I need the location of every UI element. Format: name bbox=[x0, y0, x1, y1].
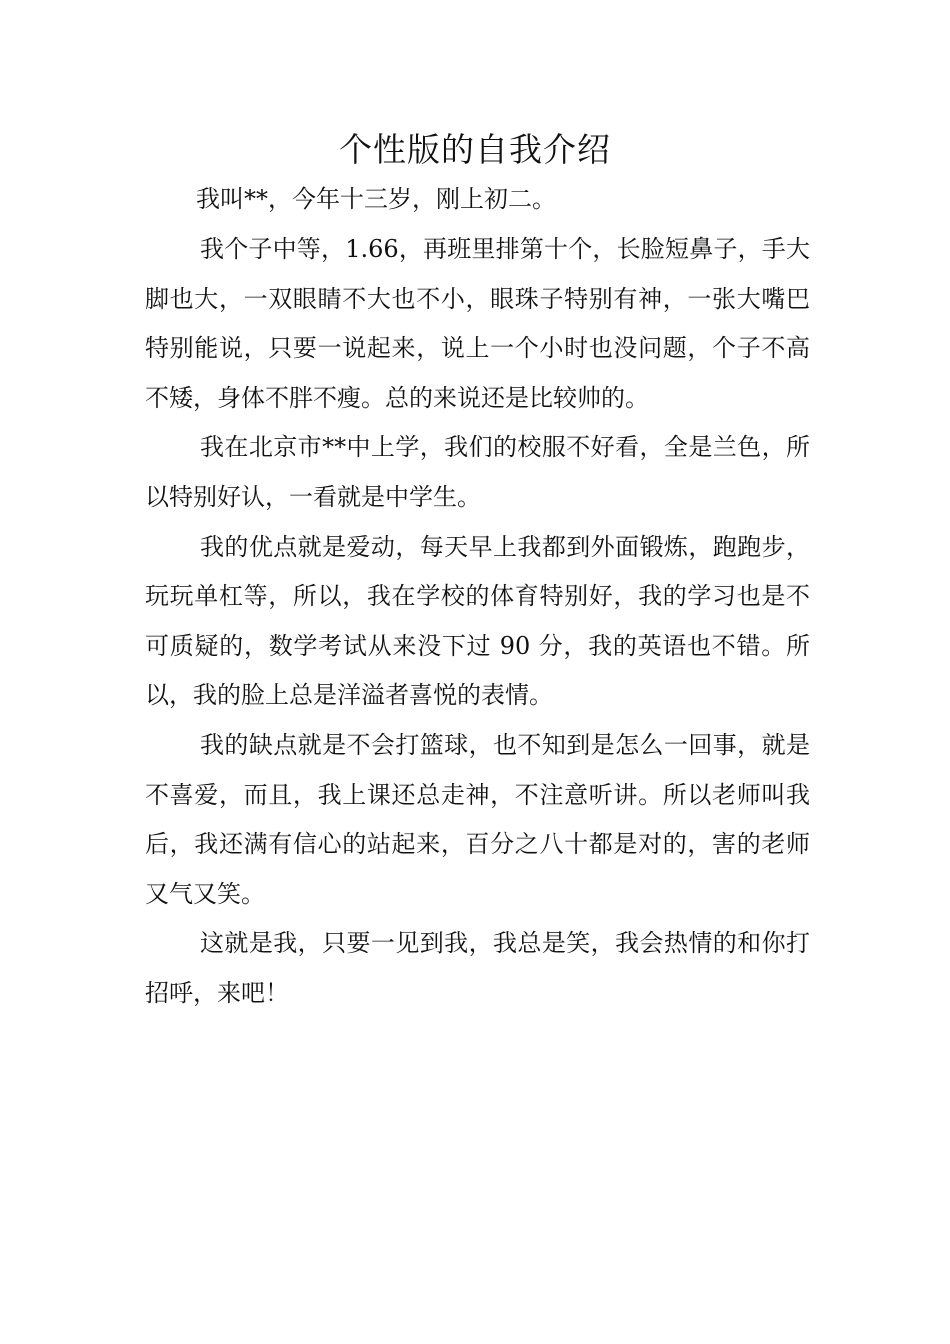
document-title: 个性版的自我介绍 bbox=[339, 130, 611, 169]
intro-line: 我叫**，今年十三岁，刚上初二。 bbox=[196, 185, 556, 213]
document-body bbox=[145, 225, 810, 1019]
paragraph-school: 我在北京市**中上学，我们的校服不好看，全是兰色，所以特别好认，一看就是中学生。 bbox=[145, 433, 810, 511]
paragraph-weaknesses: 我的缺点就是不会打篮球，也不知到是怎么一回事，就是不喜爱，而且，我上课还总走神，不注意听讲。所以老师叫我后，我还满有信心的站起来，百分之八十都是对的，害的老师又气又笑。 bbox=[145, 730, 810, 908]
paragraph-closing: 这就是我，只要一见到我，我总是笑，我会热情的和你打招呼，来吧！ bbox=[145, 929, 810, 1007]
paragraph-strengths: 我的优点就是爱动，每天早上我都到外面锻炼，跑跑步，玩玩单杠等，所以，我在学校的体育特别好，我的学习也是不可质疑的，数学考试从来没下过 90 分，我的英语也不错。所以，我的脸上总是洋溢者喜悦的表情。 bbox=[145, 532, 810, 710]
paragraph-appearance: 我个子中等，1.66，再班里排第十个，长脸短鼻子，手大脚也大，一双眼睛不大也不小，眼珠子特别有神，一张大嘴巴特别能说，只要一说起来，说上一个小时也没问题，个子不高不矮，身体不胖不瘦。总的来说还是比较帅的。 bbox=[145, 235, 810, 412]
